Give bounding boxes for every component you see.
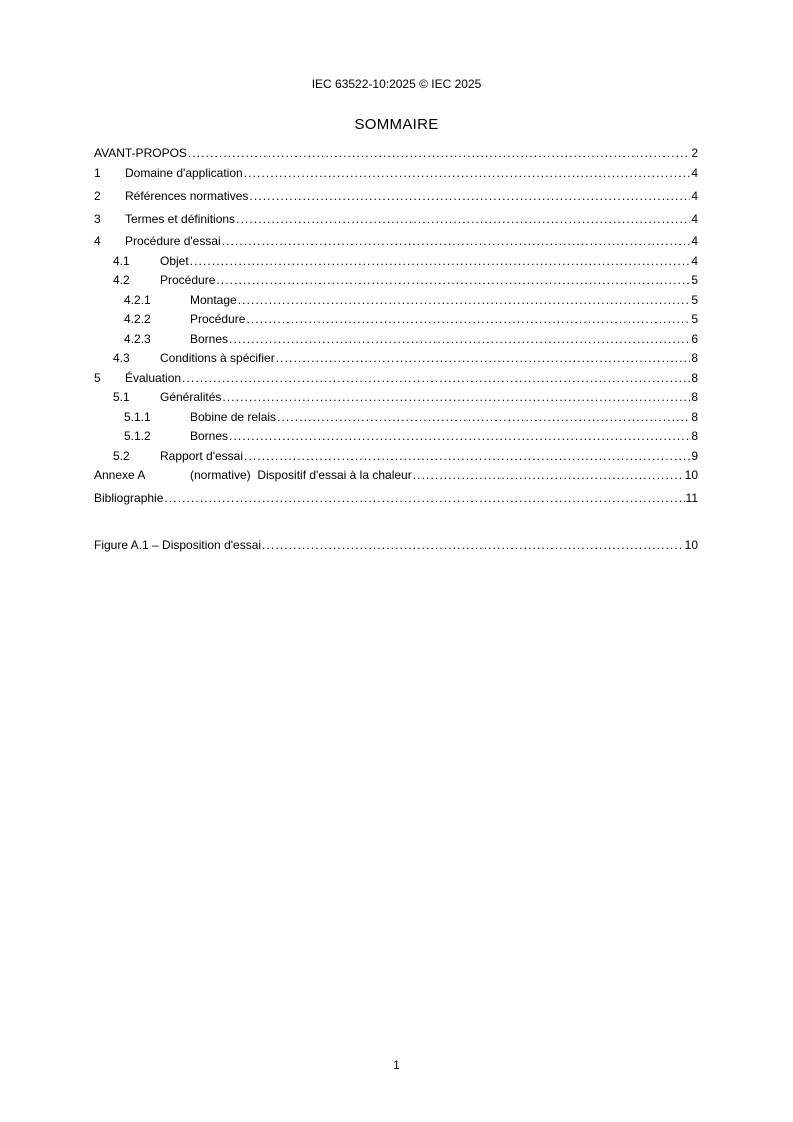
- toc-entry-page: 11: [685, 490, 698, 505]
- dot-leader: [229, 428, 690, 445]
- toc-entry-number: 4.2.3: [124, 331, 151, 346]
- toc-entry-label: (normative) Dispositif d'essai à la chaleur: [190, 468, 412, 482]
- toc-entry-number: 4.1: [113, 253, 130, 268]
- toc-entry-4-2-3[interactable]: [94, 331, 698, 351]
- toc-entry-page: 4: [691, 166, 698, 180]
- toc-entry-bibliographie[interactable]: [94, 490, 698, 507]
- toc-entry-avant-propos[interactable]: [94, 145, 698, 165]
- toc-entry-page: 4: [691, 253, 698, 268]
- toc-entry-annex-a[interactable]: [94, 467, 698, 490]
- dot-leader: [164, 490, 684, 507]
- document-header: IEC 63522-10:2025 © IEC 2025: [311, 77, 482, 91]
- toc-entry-page: 5: [691, 292, 698, 307]
- toc-entry-4-2-2[interactable]: [94, 311, 698, 331]
- toc-entry-5[interactable]: [94, 370, 698, 390]
- dot-leader: [188, 145, 690, 162]
- toc-entry-label: Termes et définitions: [125, 211, 236, 226]
- toc-entry-label: Bornes: [190, 429, 229, 443]
- toc-entry-1[interactable]: [94, 165, 698, 188]
- dot-leader: [222, 389, 690, 406]
- page-number: 1: [393, 1058, 400, 1072]
- dot-leader: [277, 409, 690, 426]
- toc-entry-4-2[interactable]: [94, 272, 698, 292]
- toc-entry-number: 4.2.1: [124, 292, 151, 307]
- toc-entry-page: 8: [691, 370, 698, 385]
- toc-entry-page: 8: [691, 429, 698, 443]
- toc-entry-2[interactable]: [94, 188, 698, 211]
- toc-entry-page: 4: [691, 211, 698, 226]
- toc-entry-number: 4.2: [113, 273, 130, 287]
- toc-entry-number: 5.1: [113, 390, 130, 404]
- toc-entry-label: Procédure: [160, 273, 216, 287]
- dot-leader: [222, 233, 691, 250]
- toc-entry-label: Références normatives: [125, 189, 249, 203]
- toc-entry-label: AVANT-PROPOS: [94, 146, 187, 160]
- toc-entry-page: 4: [691, 234, 698, 248]
- toc-entry-number: 5.1.1: [124, 409, 151, 424]
- dot-leader: [190, 253, 691, 270]
- toc-entry-label: Bibliographie: [94, 490, 164, 505]
- toc-entry-label: Montage: [190, 292, 237, 307]
- table-of-contents: [94, 145, 698, 507]
- toc-entry-number: 1: [94, 166, 101, 180]
- toc-entry-number: 4: [94, 234, 101, 248]
- toc-entry-number: 3: [94, 211, 101, 226]
- toc-entry-label: Bobine de relais: [190, 409, 277, 424]
- toc-entry-label: Évaluation: [125, 370, 182, 385]
- dot-leader: [246, 311, 690, 328]
- dot-leader: [262, 537, 684, 554]
- toc-entry-4[interactable]: [94, 233, 698, 253]
- toc-entry-page: 6: [691, 331, 698, 346]
- toc-entry-number: 5.1.2: [124, 429, 151, 443]
- toc-entry-number: 5.2: [113, 448, 130, 463]
- dot-leader: [238, 292, 691, 309]
- toc-entry-page: 8: [691, 390, 698, 404]
- dot-leader: [276, 350, 691, 367]
- toc-entry-label: Procédure d'essai: [125, 234, 221, 248]
- toc-entry-5-1-1[interactable]: [94, 409, 698, 429]
- toc-entry-page: 5: [691, 312, 698, 326]
- toc-entry-page: 8: [691, 351, 698, 365]
- toc-entry-page: 5: [691, 273, 698, 287]
- toc-entry-page: 10: [684, 468, 698, 482]
- page-title: SOMMAIRE: [354, 116, 439, 133]
- toc-entry-page: 2: [691, 146, 698, 160]
- dot-leader: [249, 188, 690, 205]
- toc-entry-number: 4.3: [113, 351, 130, 365]
- toc-entry-label: Objet: [160, 253, 189, 268]
- dot-leader: [244, 165, 691, 182]
- toc-entry-number: 4.2.2: [124, 312, 151, 326]
- toc-entry-label: Bornes: [190, 331, 229, 346]
- toc-entry-5-2[interactable]: [94, 448, 698, 468]
- dot-leader: [229, 331, 690, 348]
- figure-entry-page: 10: [684, 538, 698, 552]
- list-of-figures: [94, 537, 698, 554]
- toc-entry-label: Conditions à spécifier: [160, 351, 275, 365]
- toc-entry-label: Domaine d'application: [125, 166, 243, 180]
- toc-entry-page: 9: [691, 448, 698, 463]
- dot-leader: [236, 211, 690, 228]
- toc-entry-page: 8: [691, 409, 698, 424]
- toc-entry-3[interactable]: [94, 211, 698, 234]
- toc-entry-5-1[interactable]: [94, 389, 698, 409]
- toc-entry-number: 2: [94, 189, 101, 203]
- toc-entry-number: 5: [94, 370, 101, 385]
- toc-entry-page: 4: [691, 189, 698, 203]
- toc-entry-label: Procédure: [190, 312, 246, 326]
- toc-entry-5-1-2[interactable]: [94, 428, 698, 448]
- toc-entry-4-3[interactable]: [94, 350, 698, 370]
- dot-leader: [216, 272, 690, 289]
- figure-entry-a-1[interactable]: [94, 537, 698, 554]
- dot-leader: [182, 370, 690, 387]
- toc-entry-label: Généralités: [160, 390, 222, 404]
- toc-entry-4-2-1[interactable]: [94, 292, 698, 312]
- toc-entry-number: Annexe A: [94, 468, 146, 482]
- figure-entry-label: Figure A.1 – Disposition d'essai: [94, 538, 262, 552]
- dot-leader: [244, 448, 690, 465]
- dot-leader: [413, 467, 684, 484]
- toc-entry-label: Rapport d'essai: [160, 448, 244, 463]
- toc-entry-4-1[interactable]: [94, 253, 698, 273]
